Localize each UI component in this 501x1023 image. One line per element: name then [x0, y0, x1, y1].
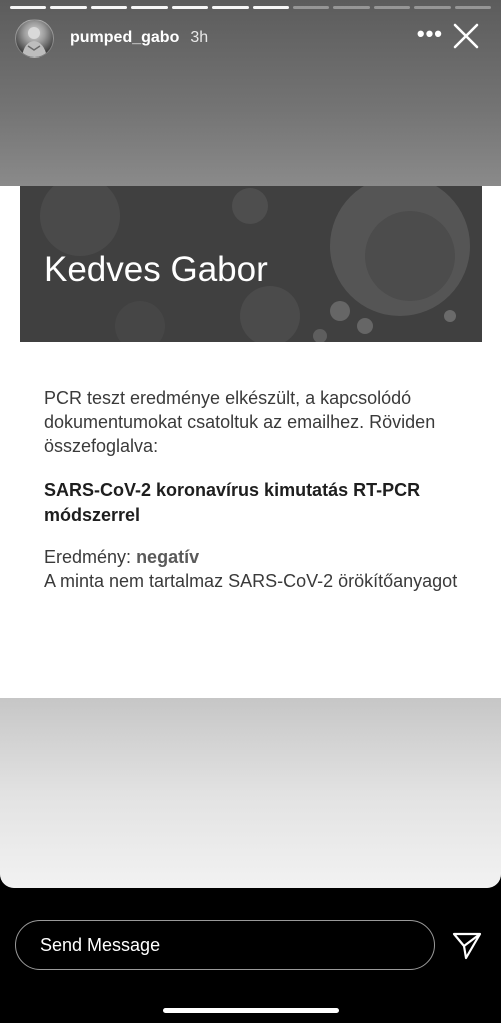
- story-progress-segment: [91, 6, 127, 9]
- result-value: negatív: [136, 547, 200, 567]
- intro-text: PCR teszt eredménye elkészült, a kapcsolódó dokumentumokat csatoltuk az emailhez. Röviden összefoglalva:: [44, 388, 436, 456]
- send-message-input[interactable]: [15, 920, 435, 970]
- send-message-placeholder: Send Message: [40, 934, 161, 955]
- test-name: SARS-CoV-2 koronavírus kimutatás RT-PCR módszerrel: [44, 480, 421, 525]
- result-note: A minta nem tartalmaz SARS-CoV-2 örökítőanyagot: [44, 571, 458, 591]
- story-progress-segment: [455, 6, 491, 9]
- story-progress-segment: [253, 6, 289, 9]
- story-progress-segment: [172, 6, 208, 9]
- avatar[interactable]: [15, 19, 54, 58]
- avatar-image: [16, 20, 53, 57]
- story-progress-segment: [10, 6, 46, 9]
- story-progress-segment: [293, 6, 329, 9]
- result-label: Eredmény:: [44, 547, 132, 567]
- bottom-gradient: [0, 698, 501, 888]
- story-progress-segment: [414, 6, 450, 9]
- result-block: [44, 545, 474, 593]
- story-header: [15, 17, 491, 59]
- home-indicator: [163, 1008, 339, 1013]
- story-progress-bar: [10, 6, 491, 9]
- username[interactable]: pumped_gabo: [70, 29, 180, 46]
- paper-plane-icon[interactable]: [451, 930, 483, 962]
- greeting-title: Kedves Gabor: [44, 250, 268, 289]
- email-document: [0, 186, 501, 698]
- story-progress-segment: [131, 6, 167, 9]
- more-dots-icon[interactable]: •••: [416, 21, 443, 46]
- story-progress-segment: [50, 6, 86, 9]
- story-progress-segment: [374, 6, 410, 9]
- close-icon[interactable]: [449, 19, 483, 53]
- post-time: 3h: [190, 29, 209, 46]
- story-progress-segment: [333, 6, 369, 9]
- story-progress-segment: [212, 6, 248, 9]
- email-banner: [20, 186, 482, 342]
